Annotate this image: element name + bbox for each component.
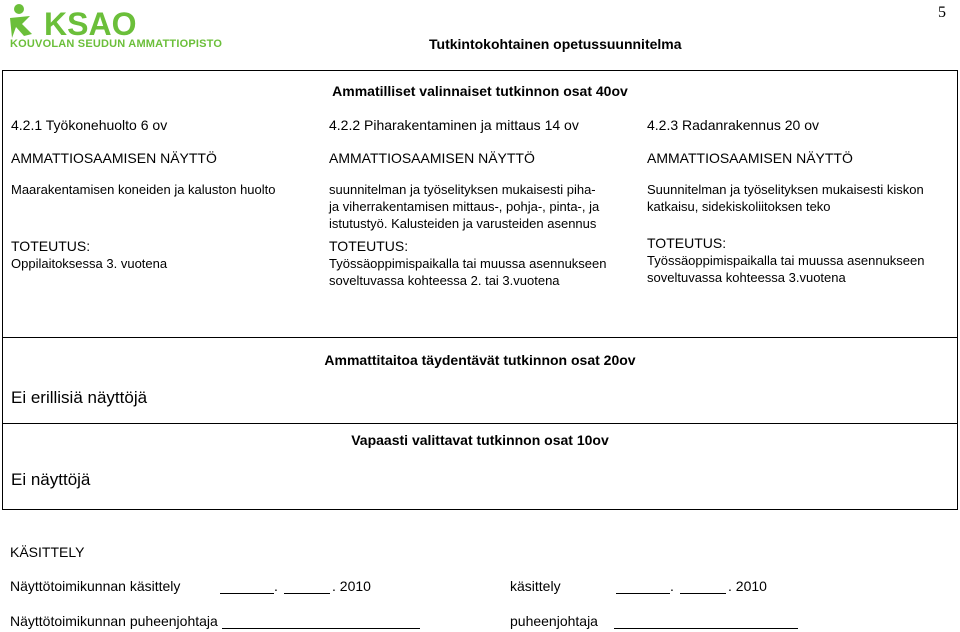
section-heading-taydentavat: Ammattitaitoa täydentävät tutkinnon osat 20ov: [324, 352, 636, 368]
footer-row1-left-label: Näyttötoimikunnan käsittely: [10, 578, 181, 594]
section-vapaasti-valittavat: [2, 424, 958, 510]
toteutus-text: Työssäoppimispaikalla tai muussa asennukseen: [329, 256, 607, 271]
footer-row2-left-label: Näyttötoimikunnan puheenjohtaja: [10, 613, 218, 629]
section-text: Ei erillisiä näyttöjä: [11, 388, 148, 407]
page-number: 5: [938, 4, 946, 21]
toteutus-text: Oppilaitoksessa 3. vuotena: [11, 256, 168, 271]
section-text: Ei näyttöjä: [11, 470, 91, 489]
column-text: Suunnitelman ja työselityksen mukaisesti kiskon: [647, 182, 924, 197]
toteutus-text: Työssäoppimispaikalla tai muussa asennukseen: [647, 253, 925, 268]
ksao-logo: [8, 2, 248, 52]
footer-heading: KÄSITTELY: [10, 544, 85, 560]
column-subtitle: AMMATTIOSAAMISEN NÄYTTÖ: [11, 150, 217, 166]
logo-name: KSAO: [44, 6, 137, 40]
footer-row1-left-date: . 2010: [332, 578, 371, 594]
signature-line: [284, 593, 330, 594]
signature-line: [614, 628, 798, 629]
signature-line: [680, 593, 726, 594]
signature-line: [222, 628, 420, 629]
footer-row2-right-label: puheenjohtaja: [510, 613, 598, 629]
column-text: ja viherrakentamisen mittaus-, pohja-, pinta-, ja: [329, 199, 600, 214]
column-text: suunnitelman ja työselityksen mukaisesti piha-: [329, 182, 596, 197]
column-text: Maarakentamisen koneiden ja kaluston huolto: [11, 182, 276, 197]
column-piharakentaminen: [329, 117, 639, 289]
document-title: Tutkintokohtainen opetussuunnitelma: [429, 36, 682, 52]
signature-line: [220, 593, 274, 594]
section-valinnaiset: [2, 70, 958, 338]
logo-subtitle: KOUVOLAN SEUDUN AMMATTIOPISTO: [10, 38, 223, 50]
footer-row1-right-date: . 2010: [728, 578, 767, 594]
toteutus-label: TOTEUTUS:: [11, 238, 91, 254]
column-title: 4.2.2 Piharakentaminen ja mittaus 14 ov: [329, 117, 579, 133]
column-subtitle: AMMATTIOSAAMISEN NÄYTTÖ: [329, 150, 535, 166]
ksao-logo-mark-icon: [8, 2, 248, 40]
column-title: 4.2.3 Radanrakennus 20 ov: [647, 117, 820, 133]
column-tyokonehuolto: [11, 117, 311, 272]
column-text: katkaisu, sidekiskoliitoksen teko: [647, 199, 831, 214]
column-text: istutustyö. Kalusteiden ja varusteiden asennus: [329, 216, 597, 231]
footer-dot: .: [274, 578, 278, 594]
section-taydentavat: [2, 338, 958, 424]
toteutus-label: TOTEUTUS:: [329, 238, 409, 254]
toteutus-text: soveltuvassa kohteessa 3.vuotena: [647, 270, 846, 285]
signature-line: [616, 593, 670, 594]
footer-row1-right-label: käsittely: [510, 578, 561, 594]
toteutus-text: soveltuvassa kohteessa 2. tai 3.vuotena: [329, 273, 560, 288]
section-heading-valinnaiset: Ammatilliset valinnaiset tutkinnon osat 40ov: [332, 83, 628, 99]
footer-dot: .: [670, 578, 674, 594]
section-heading-vapaasti: Vapaasti valittavat tutkinnon osat 10ov: [351, 432, 609, 448]
column-title: 4.2.1 Työkonehuolto 6 ov: [11, 117, 168, 133]
column-subtitle: AMMATTIOSAAMISEN NÄYTTÖ: [647, 150, 853, 166]
toteutus-label: TOTEUTUS:: [647, 235, 727, 251]
column-radanrakennus: [647, 117, 957, 286]
